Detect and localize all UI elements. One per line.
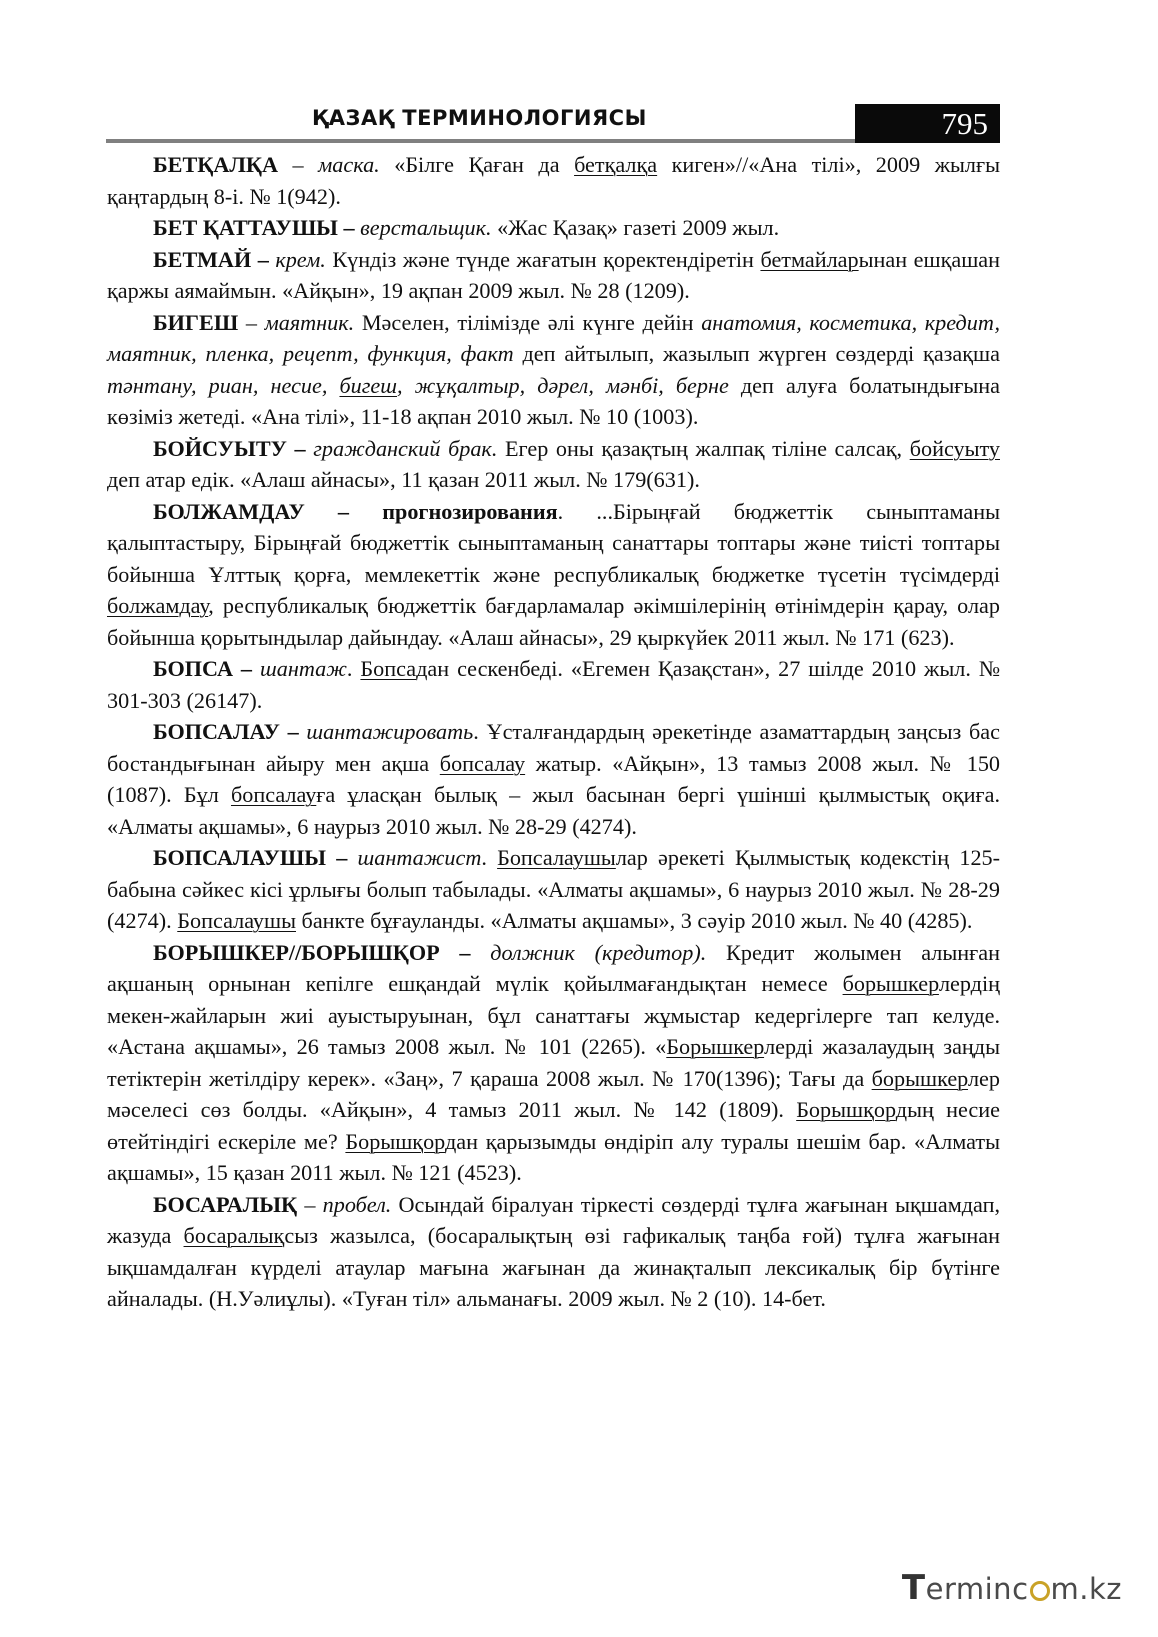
entry-text: деп алуға болатындығына көзіміз жетеді. «Ана тілі», 11-18 ақпан 2010 жыл. № 10 (1003).	[107, 372, 1001, 429]
entry-text: киген»//«Ана тілі», 2009 жылғы қаңтардың 8-і. № 1(942).	[107, 152, 1001, 209]
underlined-example-word: бопсалау	[439, 750, 526, 776]
russian-equivalent: прогнозирования	[382, 498, 558, 524]
entry-text: лердің мекен-жайларын жиі ауыстыруынан, бұл санаттағы жұмыстар кедергілерге тап келуде. «Астана ақшамы», 26 тамыз 2008 жыл. № 101 (2265). «	[107, 971, 1000, 1059]
underlined-example-word: Бопса	[360, 656, 417, 681]
underlined-example-word: борышкер	[842, 971, 939, 996]
entry-text: жатыр. «Айқын», 13 тамыз 2008 жыл. № 150 (1087). Бұл	[107, 750, 1001, 807]
entry-text: . Ұсталғандардың әрекетінде азаматтардың заңсыз бас бостандығынан айыру мен ақша	[107, 719, 1000, 776]
entry-text: деп айтылып, жазылып жүрген сөздерді қазақша	[513, 341, 1000, 366]
dictionary-entry	[107, 307, 1000, 433]
entry-headword: БОЙСУЫТУ –	[153, 435, 314, 461]
entry-text: лар әрекеті Қылмыстық кодекстің 125-бабына сәйкес кісі ұрлығы болып табылады. «Алматы ақшамы», 6 наурыз 2010 жыл. № 28-29 (4274).	[107, 845, 1001, 933]
russian-equivalent: пробел.	[322, 1191, 392, 1217]
entry-text: Осындай біралуан тіркесті сөздерді тұлға жағынан ықшамдап, жазуда	[107, 1191, 1000, 1248]
underlined-example-word: Бопсалаушы	[497, 845, 616, 870]
entry-text: «Жас Қазақ» газеті 2009 жыл.	[491, 215, 780, 240]
dictionary-entry	[107, 653, 1000, 716]
entry-text: деп атар едік. «Алаш айнасы», 11 қазан 2011 жыл. № 179(631).	[107, 467, 700, 492]
russian-equivalent: должник (кредитор).	[490, 939, 707, 965]
dictionary-entry	[107, 212, 1000, 244]
underlined-example-word: Борышкер	[666, 1034, 765, 1059]
entry-text: дан сескенбеді. «Егемен Қазақстан», 27 шілде 2010 жыл. № 301-303 (26147).	[107, 656, 1000, 713]
site-watermark-logo	[902, 1568, 1122, 1608]
dictionary-entry	[107, 1189, 1000, 1315]
entry-headword: БОЛЖАМДАУ –	[153, 498, 383, 524]
dictionary-entry	[107, 842, 1000, 937]
underlined-example-word: борышкер	[871, 1065, 968, 1091]
entry-text: «Білге Қаған да	[379, 152, 575, 177]
entry-text: –	[238, 309, 265, 335]
underlined-example-word: бетмайлар	[760, 246, 859, 272]
entry-text: сыз жазылса, (босаралықтың өзі гафикалық таңба ғой) тұлға жағынан ықшамдалған күрделі атаулар мағына жағынан да жинақталып лексикалық бір бүтінге айналады. (Н.Уәлиұлы). «Туған тіл» альманағы. 2009 жыл. № 2 (10). 14-бет.	[107, 1223, 1000, 1311]
entry-headword: БЕТМАЙ –	[153, 246, 276, 272]
dictionary-entry	[107, 937, 1000, 1189]
entry-text: .	[481, 845, 498, 870]
russian-equivalent: гражданский брак.	[313, 435, 498, 461]
entry-text: дан қарызымды өндіріп алу туралы шешім бар. «Алматы ақшамы», 15 қазан 2011 жыл. № 121 (4523).	[107, 1128, 1000, 1185]
underlined-example-word: Борышқор	[796, 1097, 896, 1122]
entry-text: .	[346, 656, 361, 681]
entry-text: Егер оны қазақтың жалпақ тіліне салсақ,	[497, 435, 910, 461]
entry-headword: БОСАРАЛЫҚ	[153, 1191, 298, 1217]
underlined-example-word: Борышқор	[345, 1128, 445, 1154]
entry-text: ға ұласқан былық – жыл басынан бергі үшінші қылмыстық оқиға. «Алматы ақшамы», 6 наурыз 2010 жыл. № 28-29 (4274).	[107, 782, 1000, 839]
russian-equivalent: тәнтану, риан, несие,	[107, 372, 340, 398]
russian-equivalent: шантажист	[357, 845, 482, 870]
entry-text: –	[297, 1191, 323, 1217]
russian-equivalent: маятник.	[264, 309, 355, 335]
russian-equivalent: верстальщик.	[360, 215, 492, 240]
entry-text: –	[278, 152, 319, 177]
watermark-text-mid: erminc	[925, 1572, 1029, 1606]
russian-equivalent: анатомия, косметика, кредит, маятник, пленка, рецепт, функция, факт	[107, 309, 1001, 366]
underlined-example-word: босаралық	[183, 1223, 285, 1248]
russian-equivalent: , жұқалтыр, дәрел, мәнбі, берне	[396, 372, 729, 398]
entry-headword: БИГЕШ	[153, 309, 239, 335]
page-number: 795	[855, 104, 1000, 143]
dictionary-entry	[107, 716, 1000, 842]
entry-text: Мәселен, тілімізде әлі күнге дейін	[354, 309, 702, 335]
underlined-example-word: бетқалқа	[574, 152, 658, 177]
dictionary-entries	[107, 149, 1000, 1315]
underlined-example-word: бойсуыту	[909, 435, 1000, 461]
dictionary-entry	[107, 433, 1000, 496]
underlined-example-word: бопсалау	[230, 782, 317, 807]
magnifier-o-icon	[1030, 1581, 1050, 1601]
entry-text: Кредит жолымен алынған ақшаның орнынан кепілге ешқандай мүлік қойылмағандықтан немесе	[107, 939, 1000, 996]
entry-headword: БЕТ ҚАТТАУШЫ –	[153, 215, 361, 240]
entry-headword: БОПСАЛАУШЫ –	[153, 845, 358, 870]
entry-headword: БЕТҚАЛҚА	[153, 152, 279, 177]
entry-text: , республикалық бюджеттік бағдарламалар әкімшілерінің өтінімдерін қарау, олар бойынша қорытындылар дайындау. «Алаш айнасы», 29 қыркүйек 2011 жыл. № 171 (623).	[107, 593, 1000, 650]
running-title: ҚАЗАҚ ТЕРМИНОЛОГИЯСЫ	[312, 106, 647, 130]
entry-text: банкте бұғауланды. «Алматы ақшамы», 3 сәуір 2010 жыл. № 40 (4285).	[296, 908, 973, 933]
watermark-letter-t: T	[901, 1568, 926, 1608]
entry-text: дың несие өтейтіндігі ескеріле ме?	[107, 1097, 1000, 1154]
entry-text: Күндіз және түнде жағатын қоректендіретін	[325, 246, 761, 272]
header-rule	[106, 139, 856, 143]
entry-text: лер мәселесі сөз болды. «Айқын», 4 тамыз 2011 жыл. № 142 (1809).	[107, 1065, 1000, 1122]
entry-text: . ...Бірыңғай бюджеттік сыныптаманы қалыптастыру, Бірыңғай бюджеттік сыныптаманың санаттары топтары және тиісті топтары бойынша Ұлттық қорға, мемлекеттік және республикалық бюджетке түсетін түсімдерді	[107, 498, 1000, 587]
underlined-example-word: бигеш	[339, 372, 397, 398]
russian-equivalent: крем.	[275, 246, 326, 272]
russian-equivalent: шантаж	[260, 656, 347, 681]
entry-text: ынан ешқашан қаржы аямаймын. «Айқын», 19 ақпан 2009 жыл. № 28 (1209).	[107, 246, 1001, 303]
entry-text: лерді жазалаудың заңды тетіктерін жетілдіру керек». «Заң», 7 қараша 2008 жыл. № 170(1396); Тағы да	[107, 1034, 1000, 1091]
dictionary-entry	[107, 244, 1000, 307]
dictionary-entry	[107, 149, 1000, 212]
underlined-example-word: болжамдау	[107, 593, 209, 618]
russian-equivalent: шантажировать	[306, 719, 474, 744]
russian-equivalent: маска.	[318, 152, 380, 177]
entry-headword: БОРЫШКЕР//БОРЫШҚОР –	[153, 939, 491, 965]
watermark-text-end: m.kz	[1050, 1572, 1122, 1606]
entry-headword: БОПСАЛАУ –	[153, 719, 307, 744]
entry-headword: БОПСА –	[153, 656, 260, 681]
page-header	[106, 104, 1000, 146]
dictionary-entry	[107, 496, 1000, 654]
underlined-example-word: Бопсалаушы	[177, 908, 296, 933]
